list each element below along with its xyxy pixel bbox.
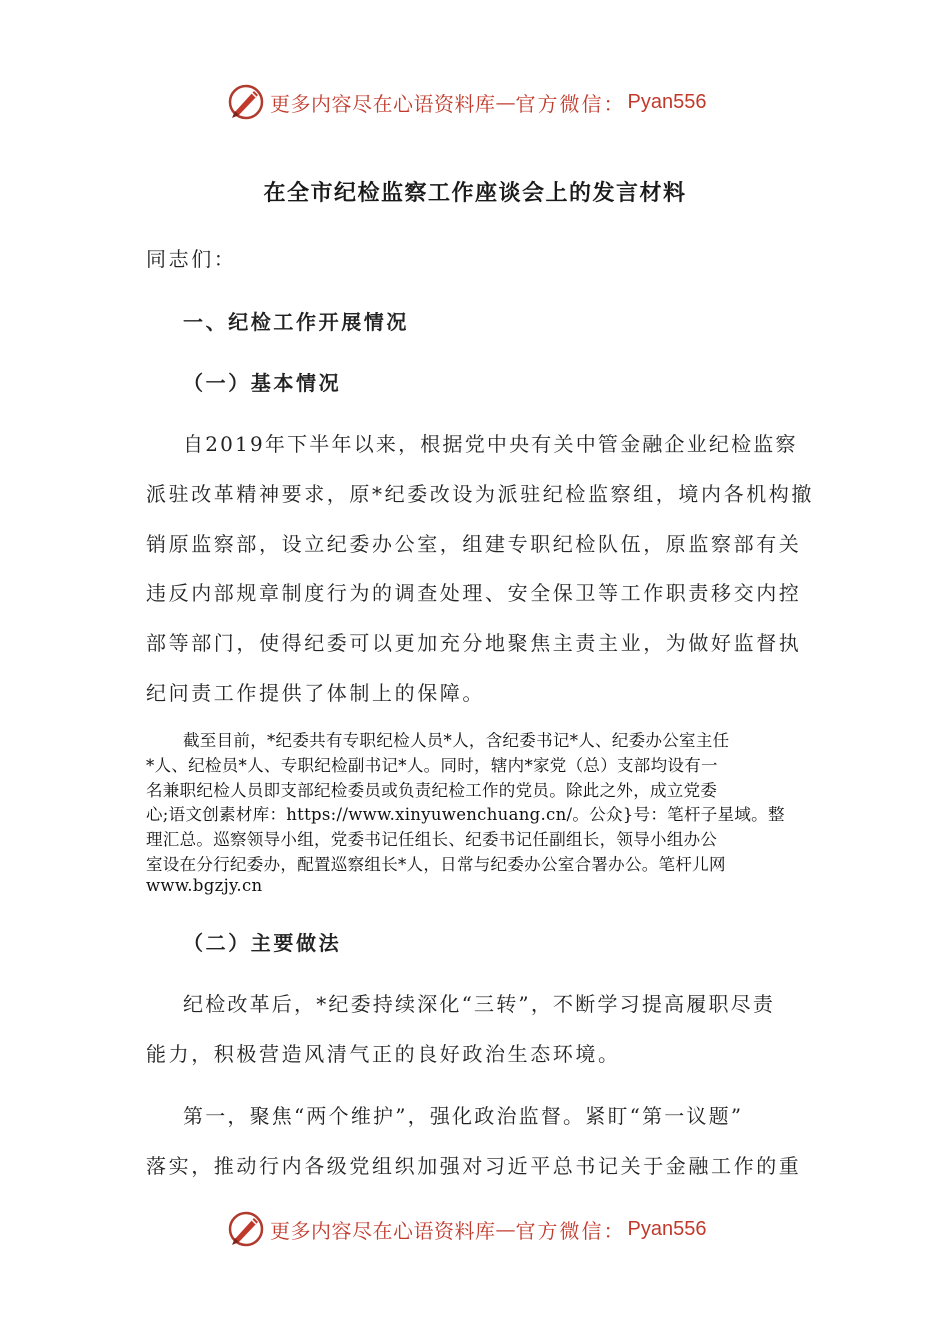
- banner-wechat-label: 官方微信：: [515, 1218, 626, 1243]
- para2-line: 心;语文创素材库：https://www.xinyuwenchuang.cn/。公众}号：笔杆子星域。整: [146, 805, 785, 824]
- salutation: 同志们：: [146, 247, 237, 271]
- para1-line: 销原监察部，设立纪委办公室，组建专职纪检队伍，原监察部有关: [146, 532, 802, 556]
- banner-wechat-label: 官方微信：: [515, 91, 626, 116]
- para4-line: 落实，推动行内各级党组织加强对习近平总书记关于金融工作的重: [146, 1154, 802, 1178]
- para3-line: 能力，积极营造风清气正的良好政治生态环境。: [146, 1042, 621, 1066]
- header-banner: [226, 80, 706, 124]
- banner-wechat-id: Pyan556: [627, 90, 707, 113]
- para1-line: 违反内部规章制度行为的调查处理、安全保卫等工作职责移交内控: [146, 581, 802, 605]
- document-title: 在全市纪检监察工作座谈会上的发言材料: [263, 180, 687, 206]
- para2-line: 室设在分行纪委办，配置巡察组长*人，日常与纪委办公室合署办公。笔杆儿网: [146, 855, 726, 874]
- para2-line: www.bgzjy.cn: [146, 876, 263, 895]
- para1-line: 部等部门，使得纪委可以更加充分地聚焦主责主业，为做好监督执: [146, 631, 802, 655]
- pen-logo-icon: [226, 1209, 266, 1249]
- para3-line: 纪检改革后，*纪委持续深化“三转”，不断学习提高履职尽责: [183, 992, 776, 1016]
- para1-line: 自2019年下半年以来，根据党中央有关中管金融企业纪检监察: [183, 432, 798, 456]
- para2-line: *人、纪检员*人、专职纪检副书记*人。同时，辖内*家党（总）支部均设有一: [146, 756, 718, 775]
- footer-banner: [226, 1207, 706, 1251]
- para1-line: 纪问责工作提供了体制上的保障。: [146, 681, 485, 705]
- para1-line: 派驻改革精神要求，原*纪委改设为派驻纪检监察组，境内各机构撤: [146, 482, 814, 506]
- para2-line: 名兼职纪检人员即支部纪检委员或负责纪检工作的党员。除此之外，成立党委: [146, 781, 718, 800]
- banner-separator: —: [495, 1217, 516, 1241]
- pen-logo-icon: [226, 82, 266, 122]
- sub1-heading: （一）基本情况: [183, 371, 342, 395]
- para4-line: 第一，聚焦“两个维护”，强化政治监督。紧盯“第一议题”: [183, 1104, 744, 1128]
- sub2-heading: （二）主要做法: [183, 931, 342, 955]
- banner-slogan: 更多内容尽在心语资料库: [270, 1218, 496, 1243]
- section1-heading: 一、纪检工作开展情况: [183, 310, 409, 334]
- banner-separator: —: [495, 90, 516, 114]
- para2-line: 截至目前，*纪委共有专职纪检人员*人，含纪委书记*人、纪委办公室主任: [183, 731, 730, 750]
- banner-slogan: 更多内容尽在心语资料库: [270, 91, 496, 116]
- banner-wechat-id: Pyan556: [627, 1217, 707, 1240]
- para2-line: 理汇总。巡察领导小组，党委书记任组长、纪委书记任副组长，领导小组办公: [146, 830, 718, 849]
